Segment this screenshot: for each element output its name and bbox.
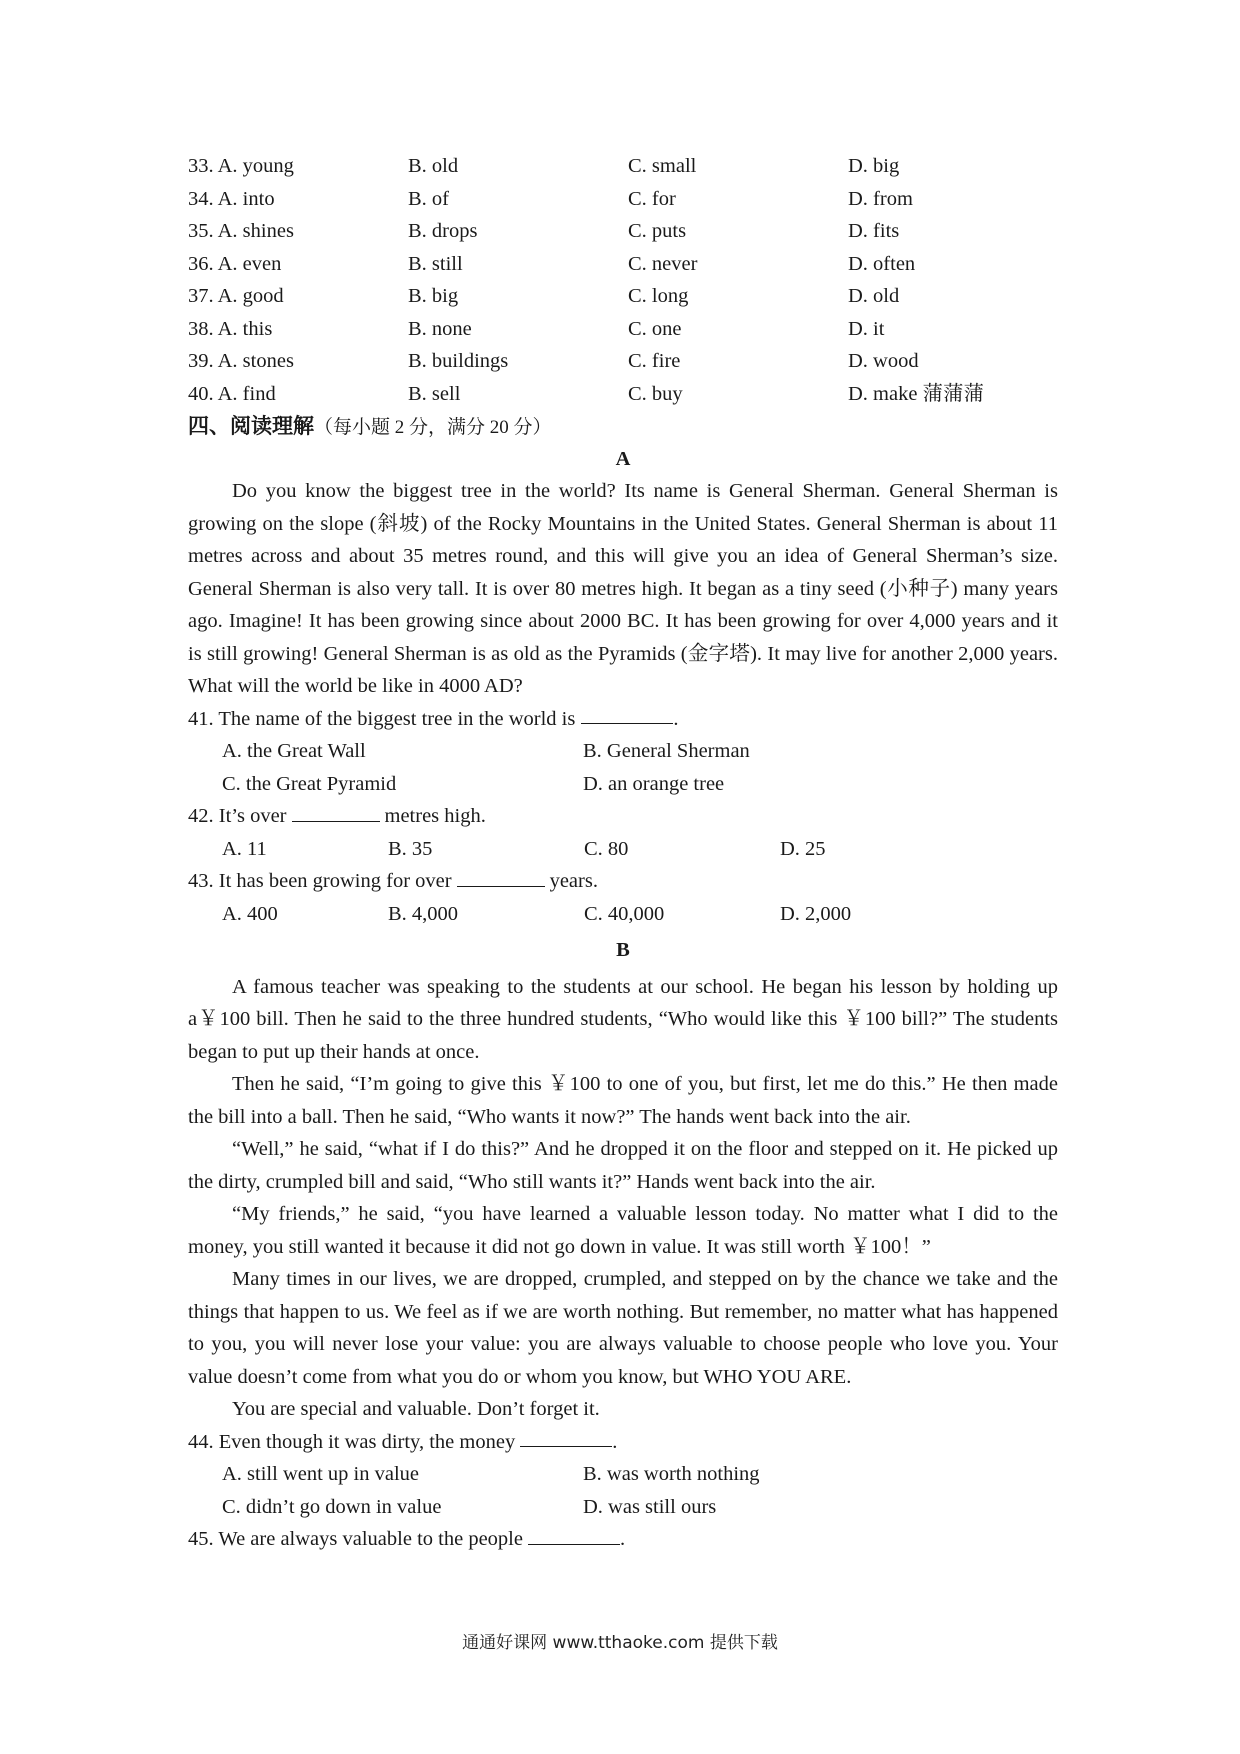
- q41-option-a: A. the Great Wall: [222, 740, 366, 762]
- cloze-option-d: D. often: [848, 252, 916, 275]
- q42-blank: [292, 800, 380, 822]
- q41-stem: 41. The name of the biggest tree in the world is: [188, 707, 576, 730]
- q41-stem-end: .: [673, 707, 679, 730]
- question-41: [188, 703, 1058, 736]
- cloze-option-c: C. long: [628, 285, 689, 307]
- q42-stem: 42. It’s over: [188, 805, 287, 827]
- passage-b-paragraph-4: “My friends,” he said, “you have learned a valuable lesson today. No matter what I did to the money, you still wanted it because it did not go down in value. It was still worth ￥100！”: [188, 1203, 1058, 1258]
- cloze-option-c: C. one: [628, 317, 682, 340]
- passage-a-label: A: [615, 447, 631, 470]
- cloze-option-a: 38. A. this: [188, 317, 273, 340]
- q43-option-b: B. 4,000: [388, 902, 459, 925]
- q43-option-c: C. 40,000: [584, 902, 665, 925]
- q41-option-d: D. an orange tree: [583, 772, 725, 795]
- cloze-option-b: B. sell: [408, 382, 461, 405]
- q42-option-c: C. 80: [584, 837, 629, 860]
- cloze-option-row: [188, 183, 1058, 216]
- passage-b-paragraph-2: Then he said, “I’m going to give this ￥100 to one of you, but first, let me do this.” He then made the bill into a ball. Then he said, “Who wants it now?” The hands went back into the air.: [188, 1073, 1058, 1128]
- q44-option-d: D. was still ours: [583, 1495, 717, 1518]
- passage-a-text: Do you know the biggest tree in the world? Its name is General Sherman. General Sherman is growing on the slope (斜坡) of the Rocky Mountains in the United States. General Sherman is about 11 metres across and about 35 metres round, and this will give you an idea of General Sherman’s size. General Sherman is also very tall. It is over 80 metres high. It began as a tiny seed (小种子) many years ago. Imagine! It has been growing since about 2000 BC. It has been growing for over 4,000 years and it is still growing! General Sherman is as old as the Pyramids (金字塔). It may live for another 2,000 years. What will the world be like in 4000 AD?: [188, 480, 1058, 697]
- passage-b-paragraph-5: Many times in our lives, we are dropped, crumpled, and stepped on by the chance we take and the things that happen to us. We feel as if we are worth nothing. But remember, no matter what has happened to you, you will never lose your value: you are always valuable to choose people who love you. Your value doesn’t come from what you do or whom you know, but WHO YOU ARE.: [188, 1268, 1058, 1388]
- cloze-option-a: 39. A. stones: [188, 350, 294, 372]
- q44-options-row2: [188, 1491, 1058, 1524]
- q44-option-c: C. didn’t go down in value: [222, 1495, 442, 1518]
- cloze-option-a: 35. A. shines: [188, 220, 294, 242]
- cloze-option-b: B. buildings: [408, 350, 509, 372]
- passage-b-paragraph-6: You are special and valuable. Don’t forget it.: [232, 1398, 600, 1420]
- q41-options-row2: [188, 768, 1058, 801]
- cloze-option-c: C. small: [628, 155, 697, 177]
- passage-b-paragraph-1: A famous teacher was speaking to the students at our school. He began his lesson by holding up a￥100 bill. Then he said to the three hundred students, “Who would like this ￥100 bill?” The students began to put up their hands at once.: [188, 975, 1058, 1063]
- cloze-option-d: D. fits: [848, 220, 900, 242]
- cloze-option-c: C. puts: [628, 220, 687, 242]
- section-note: （每小题 2 分，满分 20 分）: [314, 417, 552, 438]
- q41-option-c: C. the Great Pyramid: [222, 772, 397, 795]
- cloze-option-d: D. wood: [848, 350, 919, 372]
- cloze-option-c: C. buy: [628, 382, 683, 405]
- q42-option-d: D. 25: [780, 837, 826, 860]
- cloze-option-a: 37. A. good: [188, 285, 284, 307]
- q43-stem: 43. It has been growing for over: [188, 870, 452, 892]
- section-title: 四、阅读理解: [188, 414, 314, 438]
- q41-options-row1: [188, 735, 1058, 768]
- q42-option-a: A. 11: [222, 837, 267, 860]
- cloze-option-row: [188, 280, 1058, 313]
- q42-option-b: B. 35: [388, 837, 433, 860]
- cloze-option-d: D. big: [848, 155, 900, 177]
- passage-b-paragraph-3: “Well,” he said, “what if I do this?” And he dropped it on the floor and stepped on it. He picked up the dirty, crumpled bill and said, “Who still wants it?” Hands went back into the air.: [188, 1138, 1058, 1193]
- cloze-option-b: B. of: [408, 187, 449, 210]
- passage-b-label: B: [616, 939, 630, 961]
- cloze-option-a: 34. A. into: [188, 187, 275, 210]
- question-44: [188, 1426, 1058, 1459]
- cloze-option-c: C. fire: [628, 350, 681, 372]
- cloze-option-a: 33. A. young: [188, 155, 294, 177]
- q45-stem: 45. We are always valuable to the people: [188, 1528, 523, 1550]
- q44-options-row1: [188, 1458, 1058, 1491]
- cloze-option-b: B. none: [408, 317, 472, 340]
- cloze-option-row: [188, 150, 1058, 183]
- cloze-option-d: D. make 蒲蒲蒲: [848, 382, 985, 405]
- q45-stem-end: .: [619, 1528, 626, 1550]
- cloze-option-d: D. it: [848, 317, 885, 340]
- cloze-option-c: C. for: [628, 187, 676, 210]
- q45-blank: [528, 1523, 620, 1545]
- cloze-option-row: [188, 378, 1058, 411]
- cloze-option-d: D. from: [848, 187, 913, 210]
- cloze-options: [188, 150, 1058, 410]
- question-42: [188, 800, 1058, 833]
- q41-blank: [581, 703, 673, 725]
- q44-option-a: A. still went up in value: [222, 1463, 420, 1485]
- q41-option-b: B. General Sherman: [583, 740, 750, 762]
- section-heading: [188, 410, 1058, 443]
- cloze-option-row: [188, 313, 1058, 346]
- cloze-option-a: 36. A. even: [188, 252, 282, 275]
- cloze-option-row: [188, 215, 1058, 248]
- q43-stem-end: years.: [549, 870, 598, 892]
- q43-option-d: D. 2,000: [780, 902, 852, 925]
- q42-stem-end: metres high.: [384, 805, 486, 827]
- cloze-option-row: [188, 345, 1058, 378]
- cloze-option-b: B. still: [408, 252, 463, 275]
- q42-options: [188, 833, 1058, 866]
- q43-option-a: A. 400: [222, 902, 278, 925]
- cloze-option-a: 40. A. find: [188, 382, 276, 405]
- q43-options: [188, 898, 1058, 931]
- cloze-option-b: B. big: [408, 285, 459, 307]
- page-content: [188, 150, 1058, 1556]
- q44-option-b: B. was worth nothing: [583, 1463, 760, 1485]
- cloze-option-row: [188, 248, 1058, 281]
- q44-stem: 44. Even though it was dirty, the money: [188, 1430, 516, 1453]
- question-43: [188, 865, 1058, 898]
- question-45: [188, 1523, 1058, 1556]
- cloze-option-b: B. old: [408, 155, 459, 177]
- cloze-option-d: D. old: [848, 285, 900, 307]
- cloze-option-b: B. drops: [408, 220, 478, 242]
- q44-blank: [520, 1426, 612, 1448]
- cloze-option-c: C. never: [628, 252, 698, 275]
- q43-blank: [457, 865, 545, 887]
- q44-stem-end: .: [612, 1430, 618, 1453]
- page-footer: 通通好课网 www.tthaoke.com 提供下载: [462, 1633, 778, 1653]
